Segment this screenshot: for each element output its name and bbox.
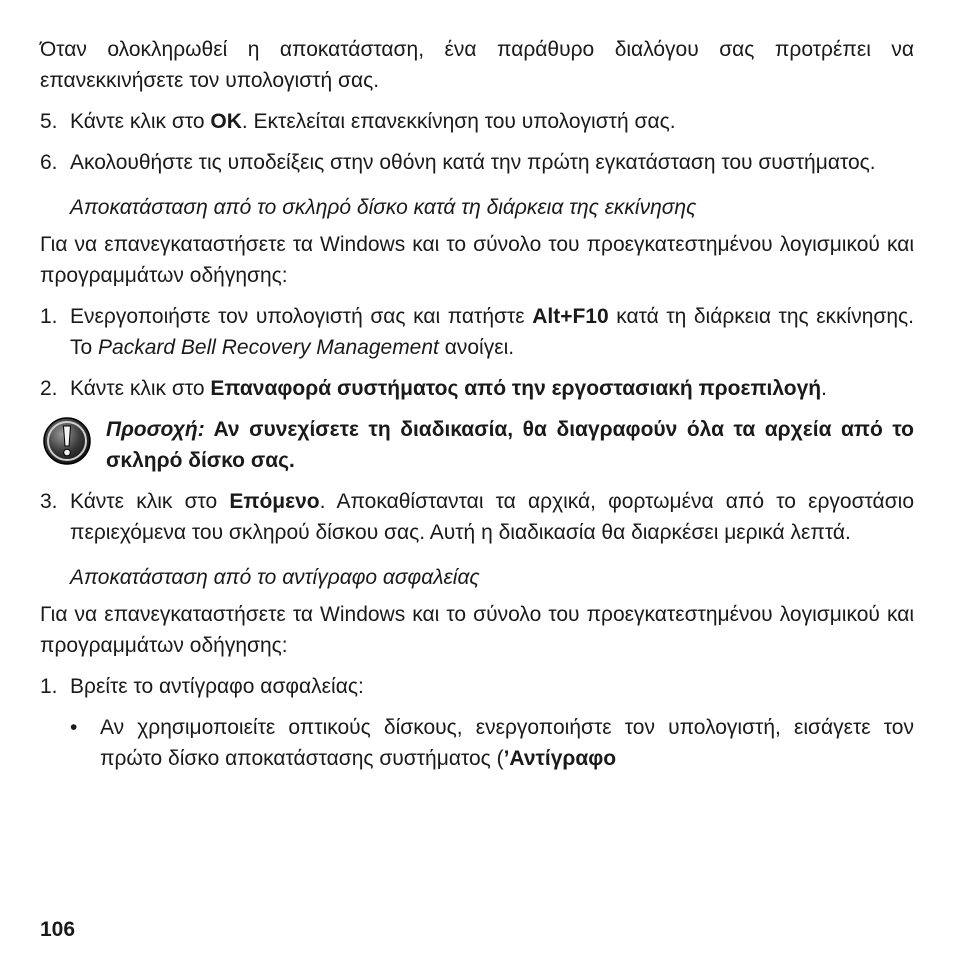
warning-box [40,414,914,476]
section-heading-backup: Αποκατάσταση από το αντίγραφο ασφαλείας [70,566,480,589]
backup-step-1 [40,671,914,702]
step-number: 1. [40,675,58,698]
section-intro: Για να επανεγκαταστήσετε τα Windows και το σύνολο του προεγκατεστημένου λογισμικού και προγραμμάτων οδήγησης: [40,233,914,287]
step-text: κατά τη διάρκεια της εκκίνησης. Το [70,305,914,359]
step-text: Κάντε κλικ στο [70,377,211,400]
list-item [70,712,914,774]
option-label: Επαναφορά συστήματος από την εργοστασιακή προεπιλογή [210,377,822,400]
step-6 [40,147,914,178]
document-page [40,34,914,774]
hdd-step-2 [40,373,914,404]
step-text: Βρείτε το αντίγραφο ασφαλείας: [70,675,364,698]
ok-label: OK [210,110,242,133]
bullet-text: Αν χρησιμοποιείτε οπτικούς δίσκους, ενεργοποιήστε τον υπολογιστή, εισάγετε τον πρώτο δίσκο αποκατάστασης συστήματος ( [100,716,914,770]
step-text: Ενεργοποιήστε τον υπολογιστή σας και πατήστε [70,305,533,328]
step-number: 1. [40,305,58,328]
section-intro: Για να επανεγκαταστήσετε τα Windows και το σύνολο του προεγκατεστημένου λογισμικού και προγραμμάτων οδήγησης: [40,603,914,657]
hdd-step-3 [40,486,914,548]
step-text: ανοίγει. [438,336,515,359]
section-heading-hdd: Αποκατάσταση από το σκληρό δίσκο κατά τη διάρκεια της εκκίνησης [70,196,697,219]
next-label: Επόμενο [229,490,320,513]
warning-label: Προσοχή: [106,418,205,441]
warning-text: Αν συνεχίσετε τη διαδικασία, θα διαγραφούν όλα τα αρχεία από το σκληρό δίσκο σας. [106,418,914,472]
bullet-bold-text: ’Αντίγραφο [503,747,617,770]
key-combo: Alt+F10 [532,305,609,328]
step-number: 6. [40,151,58,174]
warning-icon [42,416,100,471]
step-number: 3. [40,490,58,513]
step-text: Ακολουθήστε τις υποδείξεις στην οθόνη κατά την πρώτη εγκατάσταση του συστήματος. [70,151,876,174]
step-number: 2. [40,377,58,400]
page-number: 106 [40,918,76,941]
step-text: Κάντε κλικ στο [70,110,211,133]
app-name: Packard Bell Recovery Management [98,336,439,359]
step-text: . Αποκαθίστανται τα αρχικά, φορτωμένα από το εργοστάσιο περιεχόμενα του σκληρού δίσκου σας. Αυτή η διαδικασία θα διαρκέσει μερικά λεπτά. [70,490,914,544]
step-number: 5. [40,110,58,133]
step-text: . [821,377,827,400]
step-5 [40,106,914,137]
intro-paragraph: Όταν ολοκληρωθεί η αποκατάσταση, ένα παράθυρο διαλόγου σας προτρέπει να επανεκκινήσετε τον υπολογιστή σας. [40,38,914,92]
step-text: Κάντε κλικ στο [70,490,230,513]
hdd-step-1 [40,301,914,363]
step-text: . Εκτελείται επανεκκίνηση του υπολογιστή σας. [241,110,676,133]
bullet: • [70,716,78,739]
